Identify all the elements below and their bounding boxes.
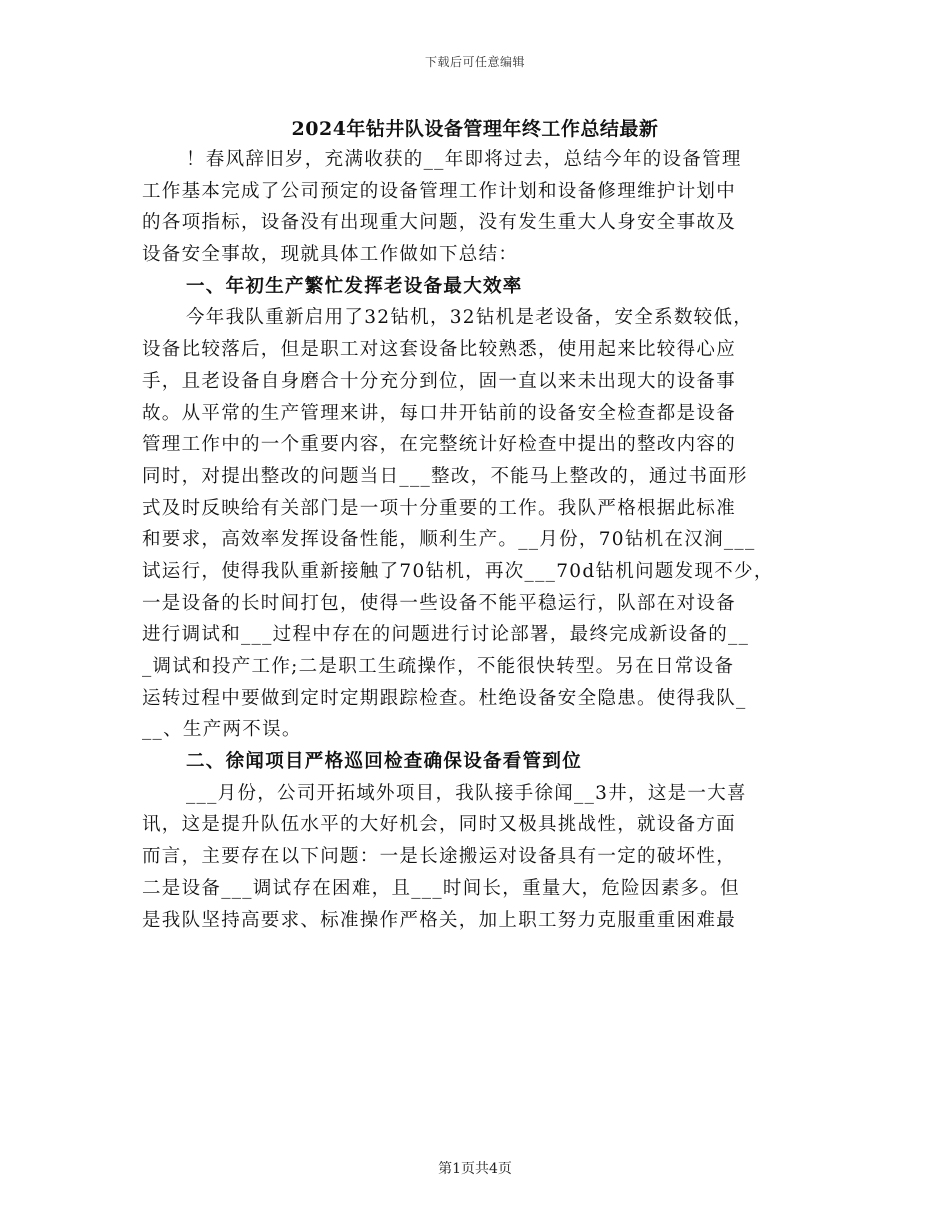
paragraph-line: 而言，主要存在以下问题：一是长途搬运对设备具有一定的破坏性， <box>142 846 737 868</box>
header-note: 下载后可任意编辑 <box>424 55 525 69</box>
section-heading-2: 二、徐闻项目严格巡回检查确保设备看管到位 <box>186 751 583 773</box>
paragraph-line: 设备比较落后，但是职工对这套设备比较熟悉，使用起来比较得心应 <box>142 339 737 361</box>
paragraph-line: 手，且老设备自身磨合十分充分到位，固一直以来未出现大的设备事 <box>142 370 737 392</box>
paragraph-line: 进行调试和___过程中存在的问题进行讨论部署，最终完成新设备的__ <box>142 624 750 646</box>
paragraph-line: 设备安全事故，现就具体工作做如下总结： <box>142 244 519 266</box>
document-title: 2024年钻井队设备管理年终工作总结最新 <box>291 118 659 140</box>
paragraph-line: 今年我队重新启用了32钻机，32钻机是老设备，安全系数较低， <box>186 307 754 329</box>
paragraph-line: 管理工作中的一个重要内容，在完整统计好检查中提出的整改内容的 <box>142 434 737 456</box>
paragraph-line: 试运行，使得我队重新接触了70钻机，再次___70d钻机问题发现不少， <box>142 560 774 582</box>
paragraph-line: 故。从平常的生产管理来讲，每口井开钻前的设备安全检查都是设备 <box>142 402 737 424</box>
paragraph-line: 一是设备的长时间打包，使得一些设备不能平稳运行，队部在对设备 <box>142 592 737 614</box>
paragraph-line: ___月份，公司开拓域外项目，我队接手徐闻__3井，这是一大喜 <box>186 782 747 804</box>
paragraph-line: 的各项指标，设备没有出现重大问题，没有发生重大人身安全事故及 <box>142 212 737 234</box>
paragraph-line: 和要求，高效率发挥设备性能，顺利生产。__月份，70钻机在汉涧___ <box>142 529 756 551</box>
section-heading-1: 一、年初生产繁忙发挥老设备最大效率 <box>186 275 523 297</box>
paragraph-line: __、生产两不误。 <box>142 719 302 741</box>
paragraph-line: _调试和投产工作;二是职工生疏操作，不能很快转型。另在日常设备 <box>142 656 735 677</box>
paragraph-line: 运转过程中要做到定时定期跟踪检查。杜绝设备安全隐患。使得我队_ <box>142 687 747 709</box>
paragraph-line: 二是设备___调试存在困难，且___时间长，重量大，危险因素多。但 <box>142 877 740 899</box>
paragraph-line: 讯，这是提升队伍水平的大好机会，同时又极具挑战性，就设备方面 <box>142 814 737 836</box>
page-number-footer: 第1页共4页 <box>438 1161 512 1177</box>
paragraph-line: 是我队坚持高要求、标准操作严格关，加上职工努力克服重重困难最 <box>142 909 737 931</box>
paragraph-line: 同时，对提出整改的问题当日___整改，不能马上整改的，通过书面形 <box>142 465 748 487</box>
paragraph-line: 式及时反映给有关部门是一项十分重要的工作。我队严格根据此标准 <box>142 497 737 519</box>
paragraph-line: ！春风辞旧岁，充满收获的__年即将过去，总结今年的设备管理 <box>186 149 742 170</box>
paragraph-line: 工作基本完成了公司预定的设备管理工作计划和设备修理维护计划中 <box>142 180 737 202</box>
document-body <box>142 144 814 936</box>
